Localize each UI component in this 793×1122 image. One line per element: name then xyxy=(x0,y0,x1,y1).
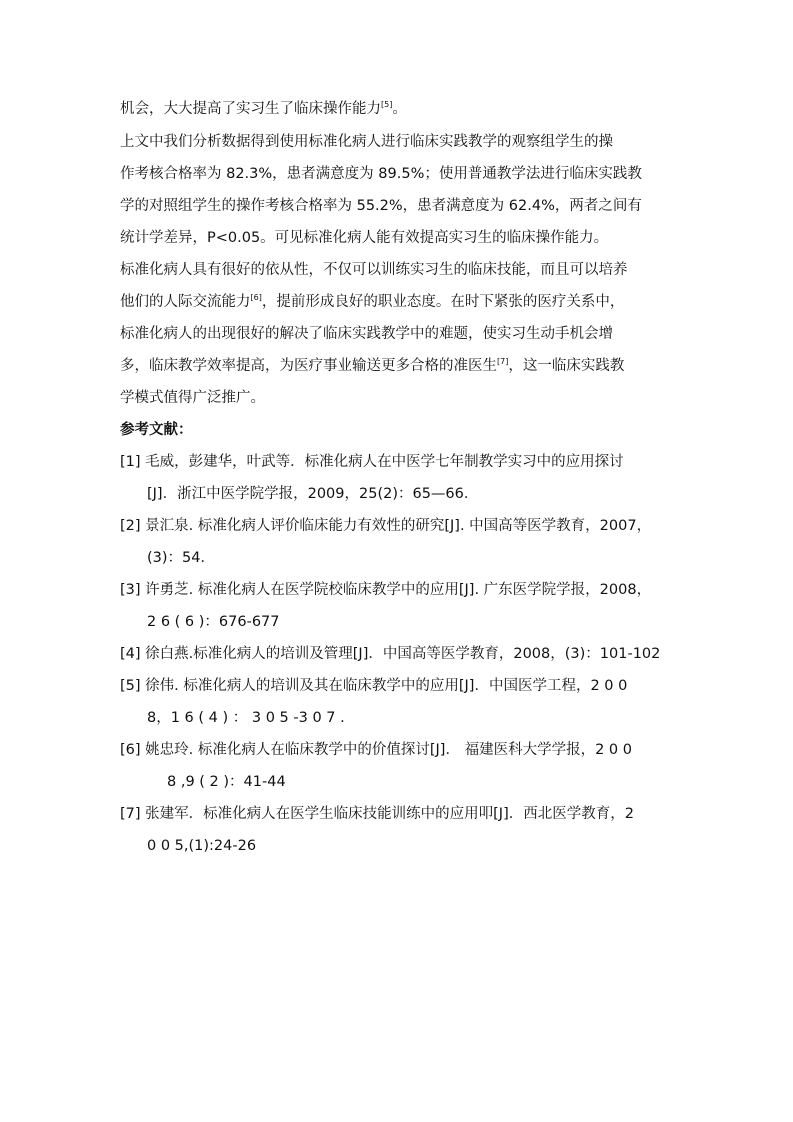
paragraph-line: 学的对照组学生的操作考核合格率为 55.2%，患者满意度为 62.4%，两者之间有 xyxy=(120,198,642,214)
paragraph-line: 学模式值得广泛推广。 xyxy=(120,390,265,406)
reference-item-continuation: 8 ,9 ( 2 )：41-44 xyxy=(167,774,286,790)
reference-item: [6] 姚忠玲. 标准化病人在临床教学中的价值探讨[J]． 福建医科大学学报，2 0 0 xyxy=(120,742,632,758)
reference-item-continuation: 2 6 ( 6 )：676-677 xyxy=(147,614,280,630)
citation-superscript: [6] xyxy=(250,293,262,303)
reference-item: [1] 毛威，彭建华，叶武等．标准化病人在中医学七年制教学实习中的应用探讨 xyxy=(120,454,624,470)
reference-item: [7] 张建军．标准化病人在医学生临床技能训练中的应用叩[J]．西北医学教育，2 xyxy=(120,806,634,822)
reference-item-continuation: 8，1 6 ( 4 ) ： 3 0 5 -3 0 7 . xyxy=(147,710,345,726)
paragraph-line: 机会，大大提高了实习生了临床操作能力[5]。 xyxy=(120,100,407,117)
citation-superscript: [7] xyxy=(497,357,509,367)
reference-item-continuation: (3)：54． xyxy=(147,550,215,566)
reference-item: [5] 徐伟. 标准化病人的培训及其在临床教学中的应用[J]．中国医学工程，2 0 0 xyxy=(120,678,628,694)
paragraph-line: 多，临床教学效率提高，为医疗事业输送更多合格的准医生[7]，这一临床实践教 xyxy=(120,357,625,374)
reference-item: [4] 徐白燕.标准化病人的培训及管理[J]．中国高等医学教育，2008，(3)：101-102 xyxy=(120,646,661,662)
paragraph-line: 统计学差异，P<0.05。可见标准化病人能有效提高实习生的临床操作能力。 xyxy=(120,230,609,246)
paragraph-line: 上文中我们分析数据得到使用标准化病人进行临床实践教学的观察组学生的操 xyxy=(120,134,613,150)
reference-item-continuation: [J]．浙江中医学院学报，2009，25(2)：65—66． xyxy=(147,486,479,502)
paragraph-line: 标准化病人具有很好的依从性，不仅可以训练实习生的临床技能，而且可以培养 xyxy=(120,262,628,278)
reference-item: [3] 许勇芝. 标准化病人在医学院校临床教学中的应用[J]. 广东医学院学报，2008， xyxy=(120,582,652,598)
references-heading: 参考文献： xyxy=(120,422,193,438)
reference-item-continuation: 0 0 5,(1):24-26 xyxy=(147,838,257,854)
paragraph-line: 标准化病人的出现很好的解决了临床实践教学中的难题，使实习生动手机会增 xyxy=(120,326,613,342)
reference-item: [2] 景汇泉. 标准化病人评价临床能力有效性的研究[J]. 中国高等医学教育，2007， xyxy=(120,518,652,534)
citation-superscript: [5] xyxy=(381,100,393,110)
paragraph-line: 他们的人际交流能力[6]，提前形成良好的职业态度。在时下紧张的医疗关系中， xyxy=(120,293,625,310)
paragraph-line: 作考核合格率为 82.3%，患者满意度为 89.5%；使用普通教学法进行临床实践教 xyxy=(120,166,642,182)
